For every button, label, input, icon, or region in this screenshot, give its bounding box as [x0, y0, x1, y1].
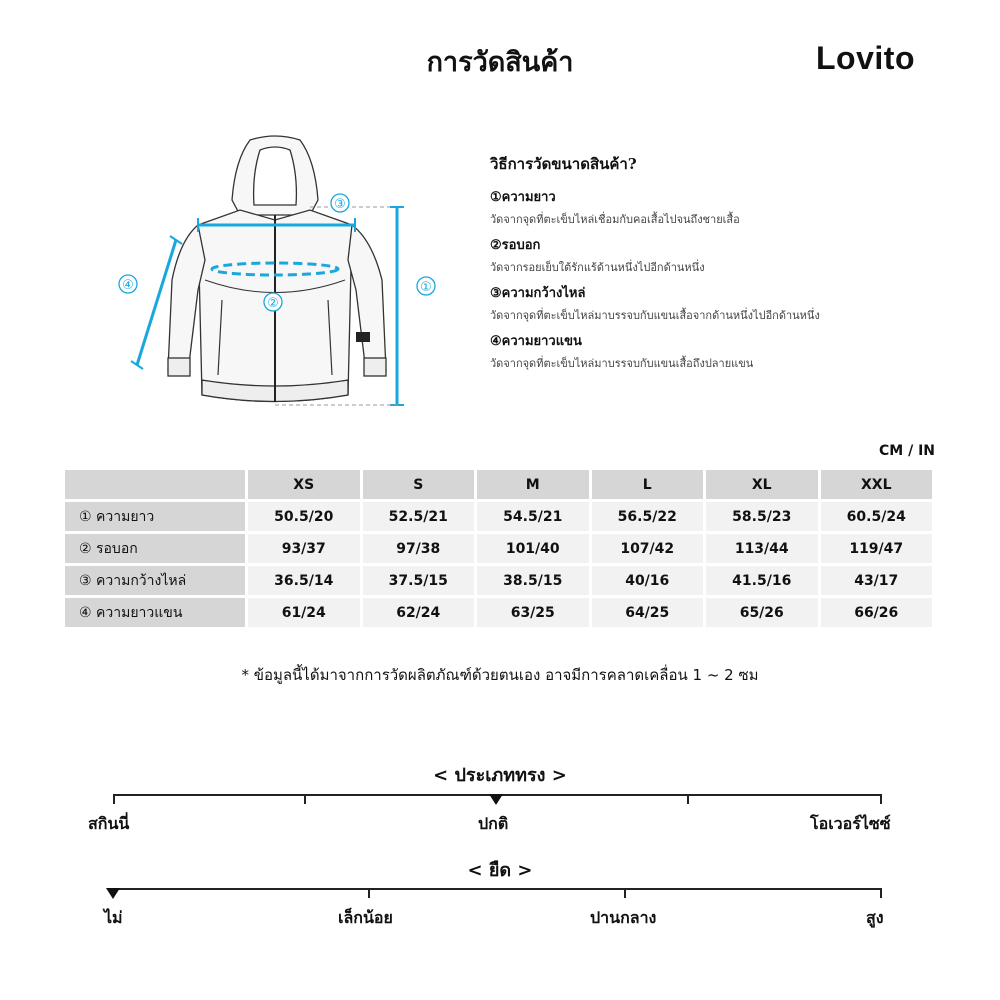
- table-cell: 43/17: [821, 566, 933, 595]
- fit-scale-tick: [304, 794, 306, 804]
- guide-item-length: [490, 186, 960, 228]
- table-cell: 60.5/24: [821, 502, 933, 531]
- table-cell: 62/24: [363, 598, 475, 627]
- guide-item-desc: วัดจากรอยเย็บใต้รักแร้ด้านหนึ่งไปอีกด้านหนึ่ง: [490, 261, 705, 274]
- fit-scale-label: โอเวอร์ไซซ์: [810, 814, 891, 833]
- stretch-scale-label: ปานกลาง: [590, 908, 657, 927]
- table-cell: 63/25: [477, 598, 589, 627]
- table-row: [65, 566, 932, 595]
- table-cell: 119/47: [821, 534, 933, 563]
- table-cell: 97/38: [363, 534, 475, 563]
- table-cell: 113/44: [706, 534, 818, 563]
- table-cell: 38.5/15: [477, 566, 589, 595]
- table-header-row: [65, 470, 932, 499]
- stretch-scale-label: สูง: [866, 908, 884, 927]
- guide-item-sleeve: [490, 330, 960, 372]
- right-sleeve: [348, 225, 386, 372]
- stretch-scale-title: < ยืด >: [467, 860, 533, 881]
- table-cell: 41.5/16: [706, 566, 818, 595]
- guide-heading: วิธีการวัดขนาดสินค้า?: [490, 155, 637, 173]
- size-header: XL: [706, 470, 818, 499]
- size-header: S: [363, 470, 475, 499]
- table-cell: 52.5/21: [363, 502, 475, 531]
- fit-scale-tick: [880, 794, 882, 804]
- fit-scale-marker: [489, 794, 503, 805]
- unit-label: CM / IN: [879, 443, 935, 459]
- table-cell: 58.5/23: [706, 502, 818, 531]
- guide-item-title: ④ความยาวแขน: [490, 334, 582, 349]
- row-label: ③ ความกว้างไหล่: [65, 566, 245, 595]
- fit-scale-title: < ประเภททรง >: [433, 765, 567, 786]
- stretch-scale-label: เล็กน้อย: [338, 908, 393, 927]
- size-header: XXL: [821, 470, 933, 499]
- table-cell: 107/42: [592, 534, 704, 563]
- label-1: ①: [420, 280, 432, 295]
- stretch-scale-tick: [880, 888, 882, 898]
- table-row: [65, 502, 932, 531]
- fit-scale-label: ปกติ: [478, 814, 509, 833]
- row-label: ④ ความยาวแขน: [65, 598, 245, 627]
- table-row: [65, 534, 932, 563]
- table-cell: 37.5/15: [363, 566, 475, 595]
- guide-item-title: ③ความกว้างไหล่: [490, 286, 586, 301]
- table-cell: 54.5/21: [477, 502, 589, 531]
- table-cell: 66/26: [821, 598, 933, 627]
- brand-logo: Lovito: [816, 40, 915, 76]
- guide-item-title: ②รอบอก: [490, 238, 541, 253]
- size-table: [62, 467, 935, 630]
- page-title: การวัดสินค้า: [426, 47, 574, 78]
- size-header: M: [477, 470, 589, 499]
- stretch-scale-marker: [106, 888, 120, 899]
- table-cell: 61/24: [248, 598, 360, 627]
- stretch-scale-line: [114, 888, 882, 890]
- size-header: L: [592, 470, 704, 499]
- table-row: [65, 598, 932, 627]
- label-4: ④: [122, 278, 134, 293]
- stretch-scale-tick: [624, 888, 626, 898]
- fit-scale-label: สกินนี่: [88, 814, 130, 833]
- guide-item-title: ①ความยาว: [490, 190, 556, 205]
- table-cell: 40/16: [592, 566, 704, 595]
- table-cell: 101/40: [477, 534, 589, 563]
- table-cell: 65/26: [706, 598, 818, 627]
- guide-item-shoulder: [490, 282, 960, 324]
- guide-item-desc: วัดจากจุดที่ตะเข็บไหล่มาบรรจบกับแขนเสื้อถึงปลายแขน: [490, 357, 754, 370]
- measurement-note: * ข้อมูลนี้ได้มาจากการวัดผลิตภัณฑ์ด้วยตนเอง อาจมีการคลาดเคลื่อน 1 ~ 2 ซม: [241, 666, 759, 684]
- table-cell: 56.5/22: [592, 502, 704, 531]
- guide-item-chest: [490, 234, 960, 276]
- guide-item-desc: วัดจากจุดที่ตะเข็บไหล่เชื่อมกับคอเสื้อไปจนถึงชายเสื้อ: [490, 213, 740, 226]
- jacket-diagram: [110, 130, 450, 420]
- fit-scale-tick: [687, 794, 689, 804]
- label-2: ②: [267, 296, 279, 311]
- row-label: ② รอบอก: [65, 534, 245, 563]
- table-cell: 50.5/20: [248, 502, 360, 531]
- sleeve-tag: [356, 332, 370, 342]
- fit-scale-tick: [113, 794, 115, 804]
- size-header: XS: [248, 470, 360, 499]
- table-cell: 36.5/14: [248, 566, 360, 595]
- table-corner: [65, 470, 245, 499]
- guide-item-desc: วัดจากจุดที่ตะเข็บไหล่มาบรรจบกับแขนเสื้อจากด้านหนึ่งไปอีกด้านหนึ่ง: [490, 309, 820, 322]
- jacket-illustration: [110, 130, 450, 420]
- measurement-guide: [490, 152, 960, 378]
- stretch-scale-tick: [368, 888, 370, 898]
- table-cell: 64/25: [592, 598, 704, 627]
- table-cell: 93/37: [248, 534, 360, 563]
- row-label: ① ความยาว: [65, 502, 245, 531]
- label-3: ③: [334, 197, 346, 212]
- stretch-scale-label: ไม่: [104, 908, 123, 927]
